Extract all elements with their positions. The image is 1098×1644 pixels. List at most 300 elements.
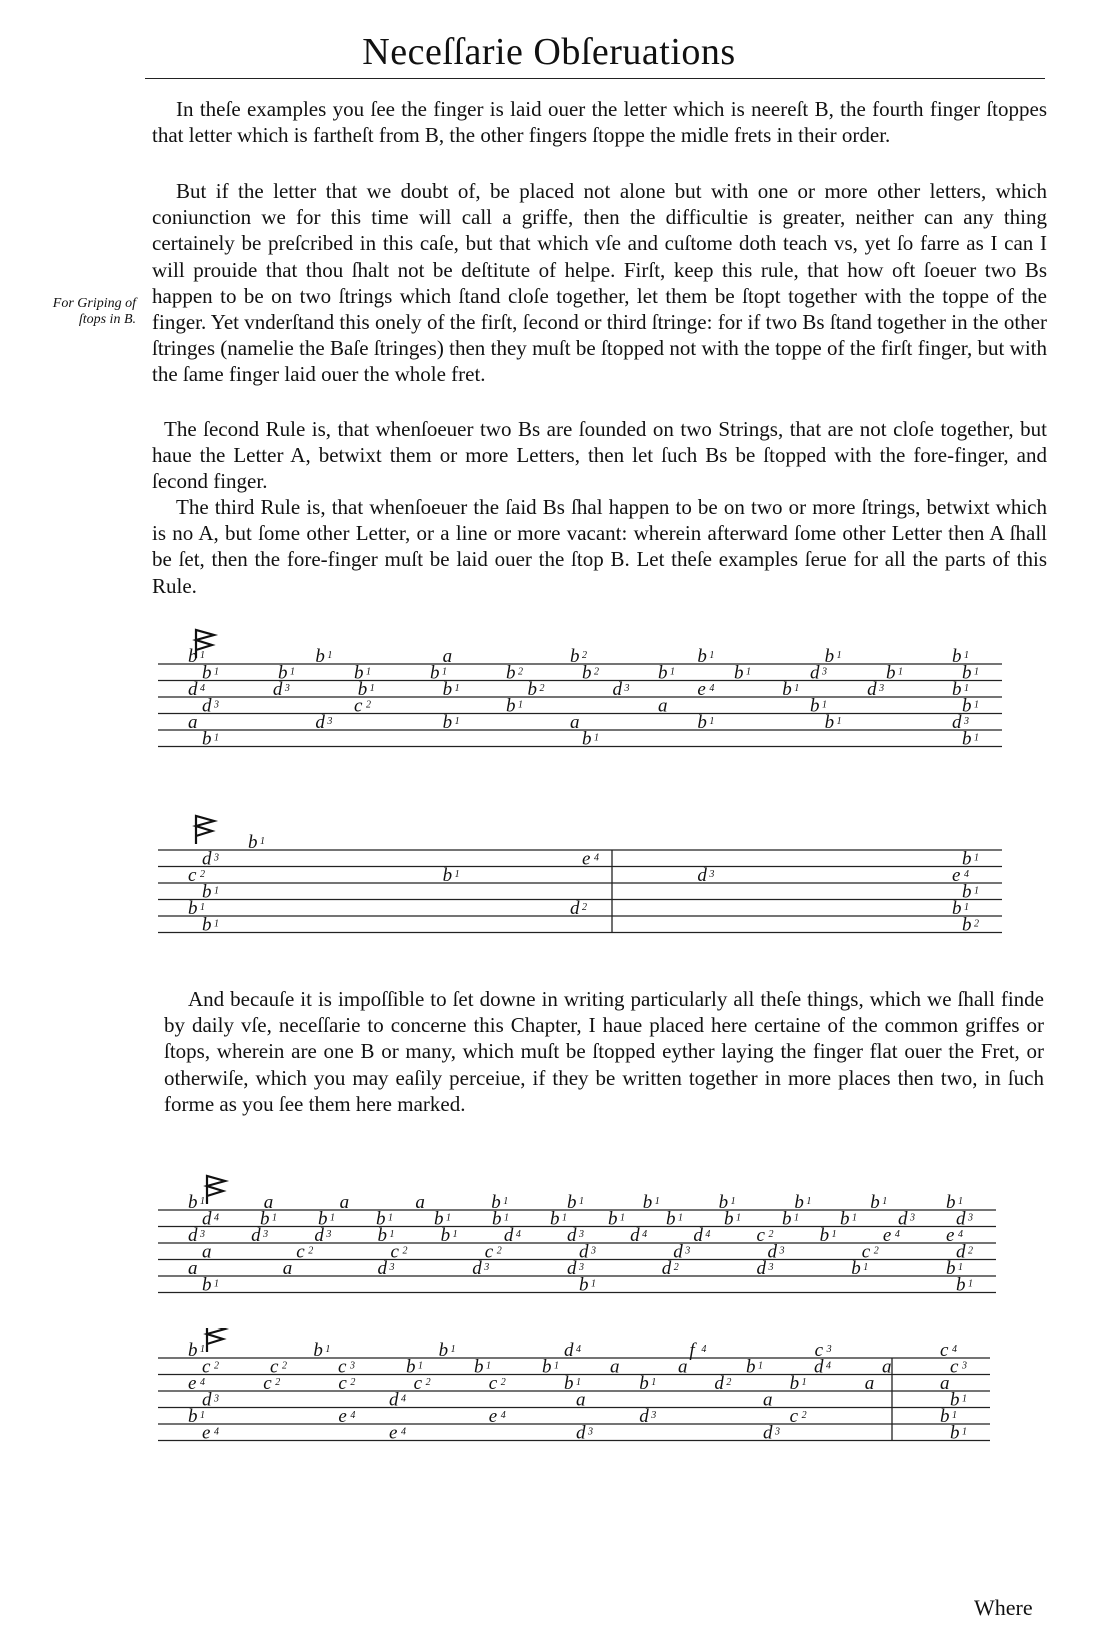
svg-text:c: c (756, 1225, 765, 1246)
svg-text:b: b (434, 1208, 444, 1230)
svg-text:2: 2 (275, 1377, 281, 1388)
svg-text:2: 2 (500, 1377, 506, 1388)
svg-text:3: 3 (588, 1426, 593, 1438)
svg-text:4: 4 (200, 683, 205, 694)
svg-text:b: b (442, 679, 453, 700)
svg-text:b: b (819, 1225, 830, 1246)
svg-text:2: 2 (282, 1360, 287, 1372)
paragraph-2: But if the letter that we doubt of, be placed not alone but with one or more other letters, which coniunction we for this time will call a griffe, then the difficultie is greater, neither can any thing certainely be preſcribed in this caſe, but that which vſe and cuſtome doth teach vs, yet ſo farre as I can I will prouide that thou ſhalt not be deſtitute of helpe. Firſt, keep this rule, that how oft ſoeuer two Bs happen to be on two ſtrings which ſtand cloſe together, let them be ſtopt together with the toppe of the finger. Yet vnderſtand this onely of the firſt, ſecond or third ſtringe: for if two Bs ſtand together in the other ſtringes (namelie the Baſe ſtringes) then they muſt be ſtopped not with the toppe of the firſt finger, but with the ſame finger laid ouer the whole fret. (152, 179, 1047, 387)
svg-text:a: a (576, 1389, 586, 1411)
svg-text:d: d (315, 712, 325, 733)
svg-text:b: b (952, 646, 962, 667)
svg-text:1: 1 (678, 1212, 683, 1224)
svg-text:1: 1 (200, 902, 205, 913)
svg-text:d: d (503, 1225, 514, 1246)
svg-text:2: 2 (214, 1360, 219, 1372)
svg-text:1: 1 (651, 1377, 657, 1388)
svg-text:d: d (314, 1225, 324, 1246)
svg-text:1: 1 (898, 666, 903, 678)
svg-text:b: b (506, 662, 516, 684)
svg-text:1: 1 (214, 885, 219, 897)
svg-text:d: d (956, 1241, 966, 1263)
paragraph-1: In theſe examples you ſee the finger is laid ouer the letter which is neereſt B, the fourth finger ſtoppes that letter which is fartheſt from B, the other fingers ſtoppe the midle frets in their order. (152, 97, 1047, 148)
svg-text:b: b (824, 646, 835, 667)
svg-text:b: b (724, 1208, 734, 1230)
svg-text:b: b (789, 1373, 800, 1394)
svg-text:1: 1 (454, 716, 460, 727)
svg-text:2: 2 (801, 1410, 807, 1421)
svg-text:d: d (202, 695, 212, 717)
svg-text:b: b (579, 1274, 589, 1296)
tab-letter (763, 1390, 773, 1411)
svg-text:c: c (338, 1356, 347, 1378)
svg-text:1: 1 (389, 1229, 395, 1240)
svg-text:d: d (952, 712, 962, 733)
svg-text:4: 4 (515, 1229, 521, 1240)
tab-letter (658, 696, 668, 717)
svg-text:1: 1 (388, 1212, 393, 1224)
svg-text:1: 1 (330, 1212, 335, 1224)
tablature-2 (0, 808, 1098, 958)
svg-text:d: d (188, 679, 198, 700)
svg-text:b: b (357, 679, 368, 700)
svg-text:4: 4 (500, 1410, 506, 1421)
svg-text:b: b (492, 1208, 502, 1230)
svg-text:b: b (950, 1422, 960, 1444)
svg-text:1: 1 (260, 836, 265, 847)
svg-text:3: 3 (826, 1344, 832, 1355)
svg-text:c: c (940, 1340, 949, 1361)
svg-text:4: 4 (701, 1344, 707, 1355)
svg-text:b: b (608, 1208, 618, 1230)
svg-text:d: d (579, 1241, 589, 1263)
svg-text:a: a (763, 1389, 773, 1411)
svg-text:b: b (430, 662, 440, 684)
svg-text:b: b (962, 881, 972, 903)
svg-text:b: b (697, 646, 707, 667)
svg-text:1: 1 (594, 732, 599, 744)
svg-text:2: 2 (350, 1377, 356, 1388)
svg-text:d: d (251, 1225, 261, 1246)
svg-text:3: 3 (879, 683, 885, 694)
tab-letter (188, 712, 198, 733)
svg-text:1: 1 (591, 1278, 596, 1290)
svg-text:a: a (864, 1373, 875, 1394)
svg-text:f: f (689, 1340, 695, 1361)
svg-text:e: e (488, 1406, 498, 1427)
svg-text:e: e (389, 1422, 398, 1444)
svg-text:d: d (570, 898, 580, 919)
svg-text:c: c (861, 1241, 871, 1263)
svg-text:d: d (564, 1340, 574, 1361)
svg-text:d: d (472, 1258, 482, 1279)
svg-text:a: a (415, 1192, 425, 1213)
svg-text:c: c (484, 1241, 494, 1263)
svg-text:d: d (814, 1356, 824, 1378)
svg-text:1: 1 (852, 1212, 857, 1224)
svg-text:3: 3 (779, 1245, 785, 1257)
svg-text:1: 1 (831, 1229, 837, 1240)
svg-text:3: 3 (968, 1212, 973, 1224)
svg-text:4: 4 (350, 1410, 356, 1421)
svg-text:b: b (202, 728, 212, 750)
svg-text:1: 1 (806, 1196, 812, 1207)
svg-text:b: b (188, 646, 198, 667)
svg-text:d: d (763, 1422, 773, 1444)
svg-text:b: b (639, 1373, 649, 1394)
svg-text:b: b (697, 712, 707, 733)
svg-text:b: b (188, 898, 198, 919)
svg-text:2: 2 (968, 1245, 973, 1257)
svg-text:1: 1 (325, 1344, 331, 1355)
svg-text:1: 1 (974, 699, 979, 711)
svg-text:1: 1 (863, 1262, 869, 1273)
svg-text:b: b (840, 1208, 850, 1230)
svg-text:b: b (962, 848, 972, 870)
svg-text:e: e (952, 865, 961, 886)
svg-text:2: 2 (673, 1262, 679, 1273)
svg-text:d: d (188, 1225, 198, 1246)
svg-text:1: 1 (369, 683, 375, 694)
svg-text:1: 1 (446, 1212, 451, 1224)
svg-text:4: 4 (214, 1426, 219, 1438)
svg-text:2: 2 (518, 666, 523, 678)
svg-text:1: 1 (758, 1360, 763, 1372)
svg-text:b: b (824, 712, 835, 733)
svg-text:b: b (962, 695, 972, 717)
tab-letter (865, 1373, 875, 1394)
svg-text:2: 2 (425, 1377, 431, 1388)
svg-text:4: 4 (964, 869, 969, 880)
svg-text:3: 3 (214, 852, 219, 864)
svg-text:1: 1 (214, 732, 219, 744)
svg-text:b: b (318, 1208, 328, 1230)
svg-text:1: 1 (974, 666, 979, 678)
paragraph-4: The third Rule is, that whenſoeuer the ſaid Bs ſhal happen to be on two or more ſtrings, betwixt which is no A, but ſome other Letter, or a line or more vacant: wherein afterward ſome other Letter then A ſhall be ſet, then the fore-finger muſt be laid ouer the ſtop B. Let theſe examples ſerue for all the parts of this Rule. (152, 495, 1047, 598)
svg-text:b: b (810, 695, 820, 717)
svg-text:4: 4 (642, 1229, 648, 1240)
svg-text:1: 1 (968, 1278, 973, 1290)
svg-text:e: e (946, 1225, 955, 1246)
svg-text:a: a (188, 1258, 198, 1279)
svg-text:2: 2 (200, 869, 205, 880)
svg-text:3: 3 (214, 1393, 219, 1405)
svg-text:1: 1 (952, 1410, 957, 1421)
svg-text:1: 1 (504, 1212, 509, 1224)
svg-text:a: a (339, 1192, 350, 1213)
svg-text:1: 1 (214, 1278, 219, 1290)
svg-text:2: 2 (308, 1245, 314, 1257)
svg-text:a: a (610, 1356, 620, 1378)
svg-text:1: 1 (794, 1212, 799, 1224)
svg-text:1: 1 (882, 1196, 888, 1207)
svg-text:1: 1 (794, 683, 800, 694)
svg-text:b: b (550, 1208, 560, 1230)
svg-text:a: a (940, 1373, 950, 1394)
svg-text:b: b (248, 832, 258, 853)
svg-text:1: 1 (454, 869, 460, 880)
svg-text:b: b (718, 1192, 729, 1213)
svg-text:c: c (354, 695, 363, 717)
svg-text:1: 1 (709, 650, 715, 661)
svg-text:2: 2 (594, 666, 599, 678)
svg-text:1: 1 (200, 1410, 205, 1421)
svg-text:b: b (962, 662, 972, 684)
svg-text:4: 4 (952, 1344, 957, 1355)
svg-text:1: 1 (974, 852, 979, 864)
svg-text:1: 1 (290, 666, 295, 678)
svg-text:3: 3 (962, 1360, 967, 1372)
svg-text:b: b (506, 695, 516, 717)
svg-text:1: 1 (554, 1360, 559, 1372)
tablature-3 (0, 1162, 1098, 1318)
svg-text:d: d (612, 679, 622, 700)
svg-text:b: b (474, 1356, 484, 1378)
svg-text:1: 1 (654, 1196, 660, 1207)
svg-text:b: b (782, 1208, 792, 1230)
svg-text:1: 1 (964, 650, 969, 661)
svg-text:e: e (202, 1422, 211, 1444)
svg-text:2: 2 (768, 1229, 774, 1240)
svg-text:b: b (567, 1192, 577, 1213)
svg-text:2: 2 (974, 918, 979, 930)
svg-text:d: d (956, 1208, 966, 1230)
svg-text:a: a (282, 1258, 293, 1279)
svg-text:b: b (527, 679, 538, 700)
svg-text:a: a (658, 695, 668, 717)
svg-text:3: 3 (624, 683, 630, 694)
rhythm-flag-icon (196, 816, 214, 844)
tab-letter (188, 1258, 198, 1279)
svg-text:b: b (962, 914, 972, 936)
svg-text:3: 3 (284, 683, 290, 694)
svg-text:e: e (188, 1373, 197, 1394)
tab-letter (610, 1357, 620, 1378)
svg-text:1: 1 (962, 1393, 967, 1405)
svg-text:d: d (673, 1241, 683, 1263)
margin-note: For Griping of ſtops in B. (52, 296, 136, 327)
svg-text:b: b (782, 679, 792, 700)
svg-text:3: 3 (350, 1360, 355, 1372)
svg-text:b: b (570, 646, 580, 667)
svg-text:c: c (263, 1373, 272, 1394)
svg-text:3: 3 (327, 716, 333, 727)
catchword: Where (974, 1595, 1033, 1620)
svg-text:b: b (940, 1406, 950, 1427)
svg-text:1: 1 (366, 666, 371, 678)
svg-text:1: 1 (620, 1212, 625, 1224)
svg-text:2: 2 (873, 1245, 879, 1257)
svg-text:1: 1 (836, 650, 842, 661)
svg-text:1: 1 (418, 1360, 423, 1372)
svg-text:c: c (338, 1373, 347, 1394)
svg-text:b: b (794, 1192, 804, 1213)
svg-text:1: 1 (442, 666, 447, 678)
tab-letter (340, 1192, 350, 1213)
svg-text:4: 4 (958, 1229, 963, 1240)
svg-text:b: b (952, 679, 962, 700)
svg-text:3: 3 (484, 1262, 490, 1273)
svg-text:b: b (946, 1192, 956, 1213)
svg-text:d: d (567, 1225, 577, 1246)
svg-text:3: 3 (579, 1262, 584, 1273)
svg-text:3: 3 (200, 1229, 205, 1240)
svg-text:b: b (962, 728, 972, 750)
svg-text:c: c (488, 1373, 498, 1394)
svg-text:d: d (377, 1258, 387, 1279)
tab-letter (678, 1357, 688, 1378)
svg-text:c: c (413, 1373, 423, 1394)
svg-text:b: b (642, 1192, 653, 1213)
svg-text:1: 1 (450, 1344, 456, 1355)
svg-text:c: c (270, 1356, 279, 1378)
svg-text:4: 4 (894, 1229, 900, 1240)
svg-text:3: 3 (326, 1229, 332, 1240)
svg-text:1: 1 (709, 716, 715, 727)
svg-text:b: b (542, 1356, 552, 1378)
svg-text:1: 1 (836, 716, 842, 727)
tablature-1 (0, 622, 1098, 764)
svg-text:2: 2 (582, 902, 587, 913)
svg-text:b: b (202, 662, 212, 684)
svg-text:b: b (313, 1340, 323, 1361)
svg-text:d: d (867, 679, 877, 700)
svg-text:e: e (882, 1225, 892, 1246)
svg-text:a: a (188, 712, 198, 733)
svg-text:b: b (564, 1373, 574, 1394)
svg-text:d: d (693, 1225, 703, 1246)
svg-text:3: 3 (910, 1212, 915, 1224)
svg-text:3: 3 (214, 699, 219, 711)
svg-text:2: 2 (366, 699, 371, 711)
svg-text:e: e (338, 1406, 347, 1427)
svg-text:d: d (697, 865, 707, 886)
svg-text:b: b (354, 662, 364, 684)
svg-text:2: 2 (402, 1245, 408, 1257)
svg-text:4: 4 (705, 1229, 711, 1240)
tab-letter (202, 1242, 212, 1263)
svg-text:3: 3 (579, 1229, 584, 1240)
svg-text:c: c (390, 1241, 399, 1263)
svg-text:2: 2 (726, 1377, 732, 1388)
svg-text:1: 1 (214, 666, 219, 678)
svg-text:b: b (202, 881, 212, 903)
svg-text:b: b (376, 1208, 386, 1230)
svg-text:b: b (666, 1208, 676, 1230)
tab-letter (283, 1258, 293, 1279)
svg-text:a: a (882, 1356, 892, 1378)
svg-text:4: 4 (401, 1426, 406, 1438)
rhythm-flag-icon (207, 1176, 225, 1204)
svg-text:1: 1 (200, 1196, 205, 1207)
svg-text:1: 1 (962, 1426, 967, 1438)
svg-text:3: 3 (775, 1426, 780, 1438)
svg-text:c: c (814, 1340, 824, 1361)
svg-text:1: 1 (730, 1196, 736, 1207)
svg-text:b: b (946, 1258, 956, 1279)
page-title: Neceſſarie Obſeruations (362, 31, 736, 73)
tab-letter (570, 712, 580, 733)
svg-text:1: 1 (964, 683, 969, 694)
tab-letter (415, 1192, 425, 1213)
svg-text:1: 1 (200, 650, 205, 661)
svg-text:1: 1 (518, 699, 523, 711)
svg-text:b: b (440, 1225, 451, 1246)
svg-text:b: b (438, 1340, 449, 1361)
tab-letter (882, 1357, 892, 1378)
svg-text:4: 4 (709, 683, 715, 694)
svg-text:d: d (576, 1422, 586, 1444)
svg-text:d: d (767, 1241, 777, 1263)
svg-text:1: 1 (746, 666, 751, 678)
svg-text:c: c (950, 1356, 959, 1378)
svg-text:2: 2 (582, 650, 587, 661)
svg-text:d: d (272, 679, 283, 700)
svg-text:d: d (756, 1258, 766, 1279)
svg-text:4: 4 (594, 852, 599, 864)
svg-text:1: 1 (562, 1212, 567, 1224)
svg-text:1: 1 (958, 1262, 963, 1273)
svg-text:b: b (491, 1192, 501, 1213)
svg-text:1: 1 (200, 1344, 205, 1355)
svg-text:b: b (315, 646, 325, 667)
svg-text:4: 4 (826, 1360, 831, 1372)
svg-text:b: b (202, 914, 212, 936)
svg-text:4: 4 (200, 1377, 205, 1388)
svg-text:b: b (260, 1208, 270, 1230)
tab-letter (576, 1390, 586, 1411)
tab-letter (940, 1373, 950, 1394)
svg-text:1: 1 (454, 683, 460, 694)
svg-text:b: b (956, 1274, 966, 1296)
svg-text:3: 3 (263, 1229, 269, 1240)
svg-text:d: d (639, 1406, 649, 1427)
svg-text:d: d (202, 1389, 212, 1411)
svg-text:1: 1 (974, 732, 979, 744)
svg-text:c: c (188, 865, 197, 886)
header-rule (145, 78, 1045, 79)
svg-text:3: 3 (651, 1410, 657, 1421)
svg-text:1: 1 (272, 1212, 277, 1224)
svg-text:b: b (377, 1225, 387, 1246)
svg-text:1: 1 (503, 1196, 509, 1207)
svg-text:a: a (263, 1192, 274, 1213)
svg-text:b: b (886, 662, 896, 684)
svg-text:2: 2 (539, 683, 545, 694)
tab-letter (443, 646, 453, 667)
svg-text:b: b (442, 712, 453, 733)
svg-text:3: 3 (768, 1262, 774, 1273)
paragraph-3: The ſecond Rule is, that whenſoeuer two Bs are ſounded on two Strings, that are not cloſe together, but haue the Letter A, betwixt them or more Letters, then let ſuch Bs be ſtopped with the fore-finger, and ſecond finger. (152, 417, 1047, 494)
svg-text:b: b (658, 662, 668, 684)
svg-text:1: 1 (579, 1196, 584, 1207)
svg-text:4: 4 (576, 1344, 581, 1355)
svg-text:a: a (442, 646, 453, 667)
svg-text:4: 4 (401, 1393, 406, 1405)
svg-text:d: d (202, 1208, 212, 1230)
svg-text:b: b (278, 662, 288, 684)
svg-text:1: 1 (670, 666, 675, 678)
svg-text:b: b (442, 865, 453, 886)
svg-text:c: c (202, 1356, 211, 1378)
svg-text:3: 3 (709, 869, 715, 880)
svg-text:a: a (202, 1241, 212, 1263)
svg-text:3: 3 (685, 1245, 691, 1257)
svg-text:b: b (746, 1356, 756, 1378)
svg-text:1: 1 (576, 1377, 581, 1388)
svg-text:b: b (202, 1274, 212, 1296)
svg-text:3: 3 (822, 666, 827, 678)
